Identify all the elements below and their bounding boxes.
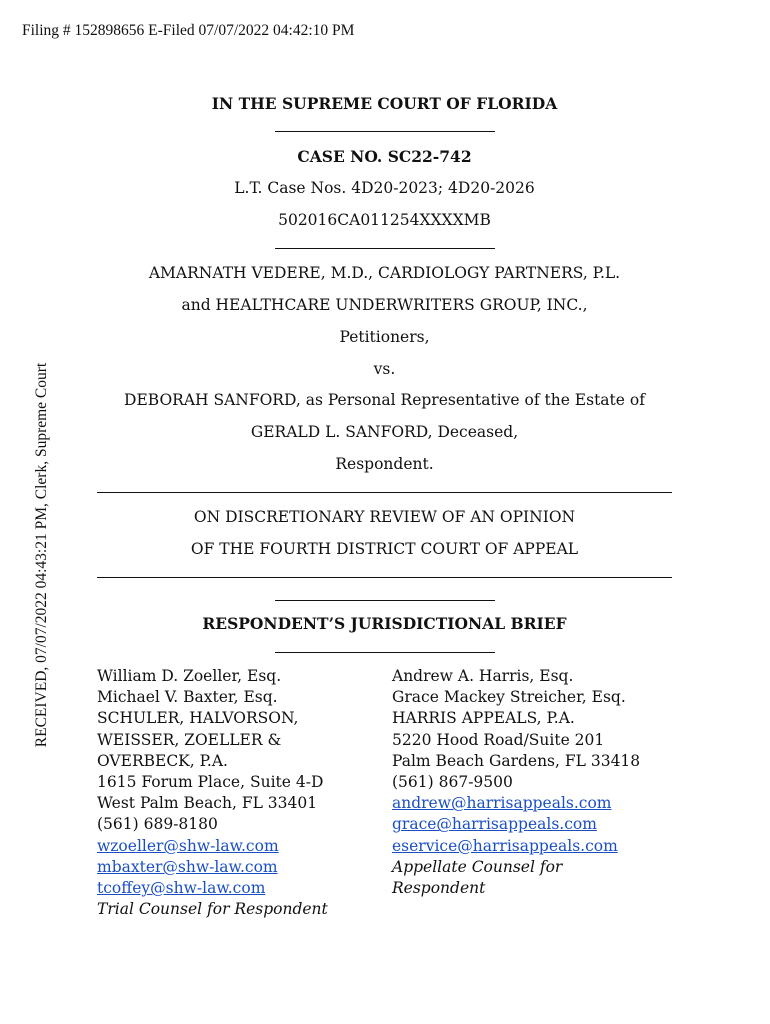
divider-rule-long bbox=[97, 492, 672, 493]
court-name: IN THE SUPREME COURT OF FLORIDA bbox=[211, 94, 558, 113]
review-line-1: ON DISCRETIONARY REVIEW OF AN OPINION bbox=[193, 508, 576, 526]
lower-tribunal-case-number-2: 502016CA011254XXXXMB bbox=[278, 211, 491, 229]
counsel-role: Trial Counsel for Respondent bbox=[97, 900, 328, 919]
email-link[interactable]: wzoeller@shw-law.com bbox=[97, 836, 279, 855]
counsel-role: Appellate Counsel for bbox=[392, 857, 563, 876]
counsel-line: Andrew A. Harris, Esq. bbox=[392, 667, 574, 685]
email-link[interactable]: eservice@harrisappeals.com bbox=[392, 836, 618, 855]
lower-tribunal-case-numbers: L.T. Case Nos. 4D20-2023; 4D20-2026 bbox=[234, 179, 535, 197]
review-line-2: OF THE FOURTH DISTRICT COURT OF APPEAL bbox=[190, 540, 579, 558]
respondent-line-1: DEBORAH SANFORD, as Personal Representative of the Estate of bbox=[124, 391, 645, 409]
email-link[interactable]: andrew@harrisappeals.com bbox=[392, 794, 612, 813]
email-link[interactable]: tcoffey@shw-law.com bbox=[97, 879, 266, 898]
counsel-line: William D. Zoeller, Esq. bbox=[97, 667, 282, 685]
email-link[interactable]: grace@harrisappeals.com bbox=[392, 815, 597, 834]
divider-rule-long bbox=[97, 577, 672, 578]
counsel-line: Michael V. Baxter, Esq. bbox=[97, 688, 278, 707]
respondent-label: Respondent. bbox=[335, 455, 434, 473]
case-number: CASE NO. SC22-742 bbox=[297, 147, 472, 166]
counsel-line: OVERBECK, P.A. bbox=[97, 751, 228, 770]
counsel-line: West Palm Beach, FL 33401 bbox=[97, 794, 318, 813]
divider-rule bbox=[275, 600, 495, 601]
filing-header: Filing # 152898656 E-Filed 07/07/2022 04:42:10 PM bbox=[22, 22, 355, 39]
counsel-line: SCHULER, HALVORSON, bbox=[97, 709, 299, 728]
counsel-line: 1615 Forum Place, Suite 4-D bbox=[97, 773, 324, 792]
counsel-line: Grace Mackey Streicher, Esq. bbox=[392, 688, 626, 707]
petitioners-line-1: AMARNATH VEDERE, M.D., CARDIOLOGY PARTNERS, P.L. bbox=[148, 264, 621, 282]
email-link[interactable]: mbaxter@shw-law.com bbox=[97, 857, 278, 876]
counsel-line: HARRIS APPEALS, P.A. bbox=[392, 709, 575, 728]
counsel-role: Respondent bbox=[392, 879, 486, 898]
brief-title: RESPONDENT’S JURISDICTIONAL BRIEF bbox=[202, 614, 567, 633]
received-stamp: RECEIVED, 07/07/2022 04:43:21 PM, Clerk, Supreme Court bbox=[33, 362, 50, 748]
petitioners-label: Petitioners, bbox=[339, 328, 430, 346]
counsel-line: 5220 Hood Road/Suite 201 bbox=[392, 730, 605, 749]
divider-rule bbox=[275, 248, 495, 249]
counsel-line: (561) 867-9500 bbox=[392, 773, 513, 792]
appellate-counsel-block bbox=[392, 666, 640, 899]
divider-rule bbox=[275, 131, 495, 132]
counsel-line: Palm Beach Gardens, FL 33418 bbox=[392, 751, 641, 770]
respondent-line-2: GERALD L. SANFORD, Deceased, bbox=[250, 423, 519, 441]
trial-counsel-block bbox=[97, 666, 328, 920]
counsel-line: (561) 689-8180 bbox=[97, 815, 218, 834]
counsel-line: WEISSER, ZOELLER & bbox=[97, 730, 282, 749]
petitioners-line-2: and HEALTHCARE UNDERWRITERS GROUP, INC., bbox=[181, 296, 588, 314]
divider-rule bbox=[275, 652, 495, 653]
versus: vs. bbox=[373, 360, 396, 378]
